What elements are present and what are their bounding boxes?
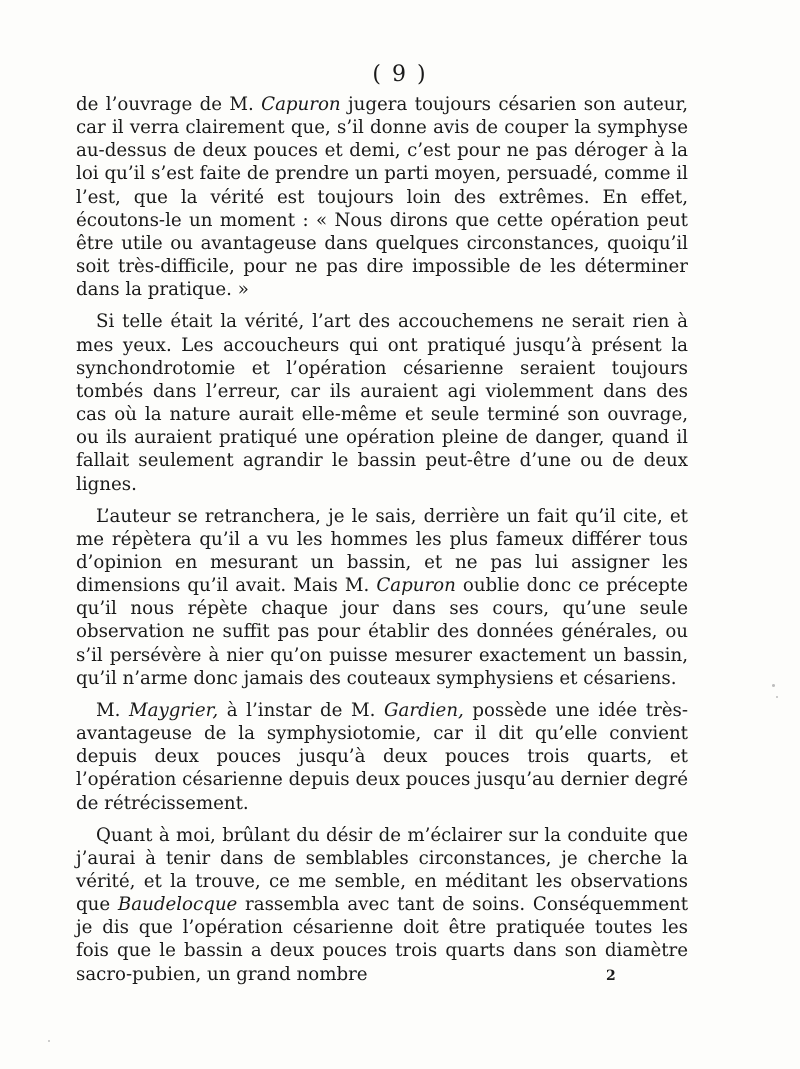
paragraph: [76, 310, 688, 495]
paragraph: [76, 93, 688, 301]
body-text: [76, 93, 688, 995]
text-run: oublie donc ce précepte qu’il nous répète chaque jour dans ses cours, qu’une seule observation ne suffit pas pour établir des données générales, ou s’il persévère à nier qu’on puisse mesurer exactement un bassin, qu’il n’arme donc jamais des couteaux symphysiens et césariens.: [76, 575, 688, 689]
text-run: L’auteur se retranchera, je le sais, derrière un fait qu’il cite, et me répètera qu’il a vu les hommes les plus fameux différer tous d’opinion en mesurant un bassin, et ne pas lui assigner les dimensions qu’il avait. Mais M.: [76, 505, 688, 597]
paper-speck: [48, 1040, 50, 1042]
text-run: de l’ouvrage de M.: [76, 94, 262, 115]
text-run: jugera toujours césarien son auteur, car il verra clairement que, s’il donne avis de couper la symphyse au-dessus de deux pouces et demi, c’est pour ne pas déroger à la loi qu’il s’est faite de prendre un parti moyen, persuadé, comme il l’est, que la vérité est toujours loin des extrêmes. En effet, écoutons-le un moment : « Nous dirons que cette opération peut être utile ou avantageuse dans quelques circonstances, quoiqu’il soit très-difficile, pour ne pas dire impossible de les déterminer dans la pratique. »: [76, 94, 688, 301]
italic-name: Capuron: [261, 94, 341, 115]
paragraph: [76, 824, 688, 986]
paper-speck: [776, 696, 778, 698]
text-run: Quant à moi, brûlant du désir de m’éclairer sur la conduite que j’aurai à tenir dans de semblables circonstances, je cherche la vérité, et la trouve, ce me semble, en méditant les observations que: [76, 824, 688, 916]
paper-speck: [772, 684, 775, 687]
text-run: Si telle était la vérité, l’art des accouchemens ne serait rien à mes yeux. Les accoucheurs qui ont pratiqué jusqu’à présent la synchondrotomie et l’opération césarienne seraient toujours tombés dans l’erreur, car ils auraient agi violemment dans des cas où la nature aurait elle-même et seule terminé son ouvrage, ou ils auraient pratiqué une opération pleine de danger, quand il fallait seulement agrandir le bassin peut-être d’une ou de deux lignes.: [76, 311, 688, 495]
text-run: M.: [96, 699, 129, 721]
italic-name: Maygrier,: [129, 699, 219, 721]
text-run: rassembla avec tant de soins. Conséquemment je dis que l’opération césarienne doit être pratiquée toutes les fois que le bassin a deux pouces trois quarts dans son diamètre sacro-pubien, un grand nombre: [76, 894, 689, 985]
page-number: ( 9 ): [372, 62, 428, 87]
italic-name: Capuron: [376, 575, 456, 597]
text-run: à l’instar de M.: [218, 699, 385, 721]
italic-name: Baudelocque: [117, 894, 238, 916]
signature-mark: 2: [606, 968, 616, 984]
italic-name: Gardien,: [384, 699, 464, 721]
paragraph: [76, 505, 688, 690]
paragraph: [76, 699, 688, 815]
text-run: possède une idée très-avantageuse de la symphysiotomie, car il dit qu’elle convient depuis deux pouces jusqu’à deux pouces trois quarts, et l’opération césarienne depuis deux pouces jusqu’au dernier degré de rétrécissement.: [76, 699, 689, 814]
